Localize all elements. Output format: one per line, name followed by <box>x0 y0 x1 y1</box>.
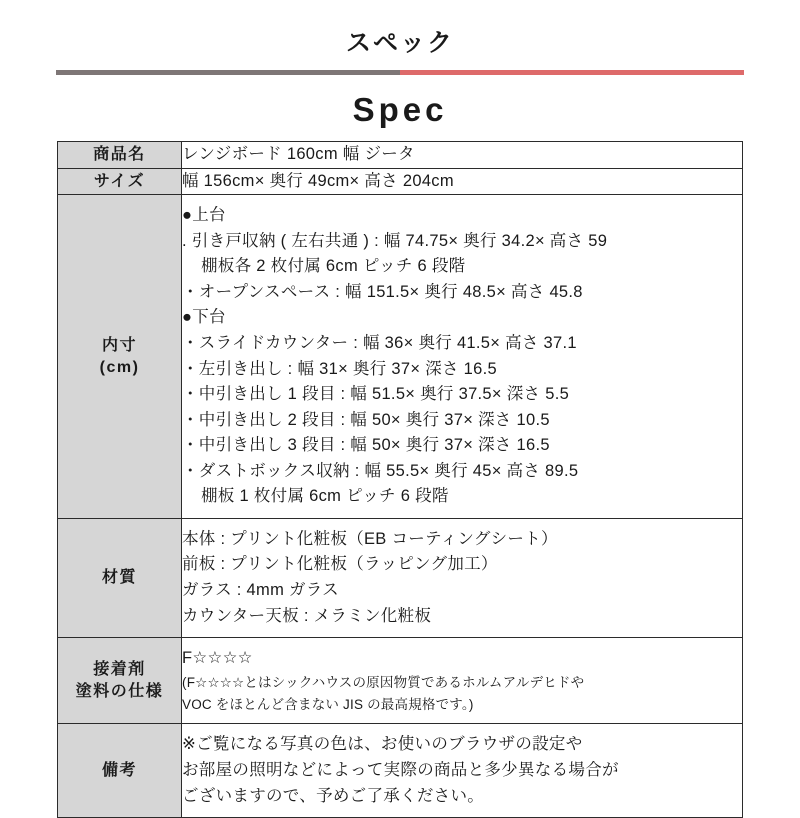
row-value-remarks <box>182 724 743 818</box>
table-row <box>58 724 743 818</box>
value-line: ●下台 <box>182 308 226 327</box>
value-line: レンジボード 160cm 幅 ジータ <box>182 145 415 163</box>
row-value-material <box>182 518 743 637</box>
note-line: VOC をほとんど含まない JIS の最高規格です。) <box>182 696 474 712</box>
row-value-product-name <box>182 142 743 169</box>
value-line: ・ダストボックス収納 : 幅 55.5× 奥行 45× 高さ 89.5 <box>182 461 579 480</box>
row-label-inner-dimensions <box>58 195 182 519</box>
value-line: . 引き戸収納 ( 左右共通 ) : 幅 74.75× 奥行 34.2× 高さ 59 <box>182 231 608 250</box>
value-line: ※ご覧になる写真の色は、お使いのブラウザの設定や <box>182 735 583 754</box>
row-label-product-name: 商品名 <box>58 142 182 169</box>
row-value-inner-dimensions <box>182 195 743 519</box>
label-line-2: (cm) <box>99 358 140 376</box>
page-title-en: Spec <box>352 90 448 128</box>
page-header <box>0 0 800 129</box>
value-line: ・スライドカウンター : 幅 36× 奥行 41.5× 高さ 37.1 <box>182 333 577 352</box>
label-line-2: 塗料の仕様 <box>75 682 164 700</box>
row-label-adhesive-paint-spec <box>58 638 182 724</box>
formaldehyde-note <box>182 672 742 716</box>
divider-segment-red <box>400 70 744 75</box>
value-line: 前板 : プリント化粧板（ラッピング加工） <box>182 555 498 574</box>
value-line: ございますので、予めご了承ください。 <box>182 786 485 805</box>
value-line: ●上台 <box>182 206 226 225</box>
label-line-1: 内寸 <box>101 336 137 354</box>
value-line: ・中引き出し 3 段目 : 幅 50× 奥行 37× 深さ 16.5 <box>182 436 550 455</box>
row-value-size <box>182 168 743 195</box>
row-label-size: サイズ <box>58 168 182 195</box>
formaldehyde-grade: F☆☆☆☆ <box>182 649 253 668</box>
value-line: ・中引き出し 2 段目 : 幅 50× 奥行 37× 深さ 10.5 <box>182 410 550 429</box>
table-row <box>58 142 743 169</box>
value-line: ・中引き出し 1 段目 : 幅 51.5× 奥行 37.5× 深さ 5.5 <box>182 385 570 404</box>
spec-table <box>57 141 743 818</box>
table-row <box>58 518 743 637</box>
divider-segment-gray <box>56 70 400 75</box>
value-line: カウンター天板 : メラミン化粧板 <box>182 606 432 625</box>
note-line: (F☆☆☆☆とはシックハウスの原因物質であるホルムアルデヒドや <box>182 674 585 690</box>
value-line: 本体 : プリント化粧板（EB コーティングシート） <box>182 529 558 548</box>
table-row <box>58 195 743 519</box>
value-line: 幅 156cm× 奥行 49cm× 高さ 204cm <box>182 171 454 190</box>
value-line: ・オープンスペース : 幅 151.5× 奥行 48.5× 高さ 45.8 <box>182 282 583 301</box>
label-line-1: 接着剤 <box>93 661 146 679</box>
header-divider <box>56 70 744 75</box>
page-title-jp: スペック <box>345 29 454 57</box>
table-row <box>58 168 743 195</box>
row-label-material: 材質 <box>58 518 182 637</box>
value-line: ・左引き出し : 幅 31× 奥行 37× 深さ 16.5 <box>182 359 497 378</box>
value-line: 棚板 1 枚付属 6cm ピッチ 6 段階 <box>201 487 449 506</box>
row-value-adhesive-paint-spec <box>182 638 743 724</box>
row-label-remarks: 備考 <box>58 724 182 818</box>
value-line: 棚板各 2 枚付属 6cm ピッチ 6 段階 <box>201 257 466 276</box>
value-line: ガラス : 4mm ガラス <box>182 581 339 599</box>
table-row <box>58 638 743 724</box>
value-line: お部屋の照明などによって実際の商品と多少異なる場合が <box>182 760 619 779</box>
